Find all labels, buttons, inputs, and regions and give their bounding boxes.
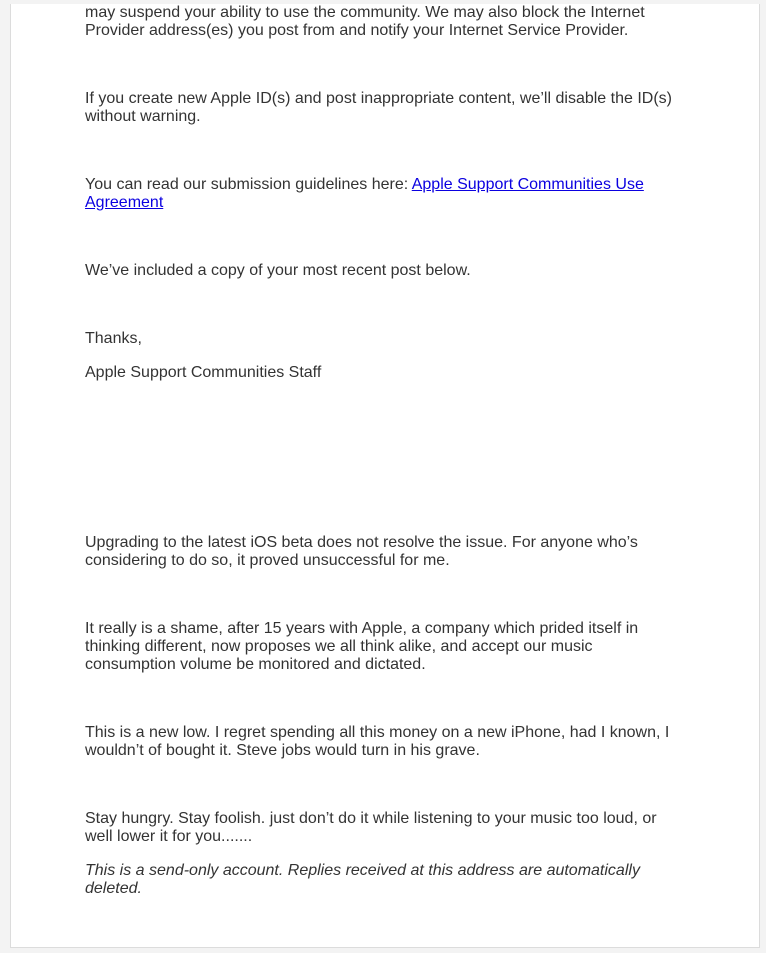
email-message-pane [10,4,760,948]
suspension-notice-paragraph: may suspend your ability to use the community. We may also block the Internet Provider address(es) you post from and notify your Internet Service Provider. [85,4,645,39]
send-only-disclaimer: This is a send-only account. Replies received at this address are automatically deleted. [85,862,640,897]
quoted-post-paragraph-3: This is a new low. I regret spending all this money on a new iPhone, had I known, I wouldn’t of bought it. Steve jobs would turn in his grave. [85,724,670,759]
closing-thanks: Thanks, [85,330,142,347]
quoted-post-paragraph-4: Stay hungry. Stay foolish. just don’t do it while listening to your music too loud, or well lower it for you....... [85,810,657,845]
guidelines-paragraph [85,176,685,212]
guidelines-text: You can read our submission guidelines here: [85,176,412,193]
signature: Apple Support Communities Staff [85,364,322,381]
quoted-post-paragraph-2: It really is a shame, after 15 years with Apple, a company which prided itself in thinking different, now proposes we all think alike, and accept our music consumption volume be monitored and dictated. [85,620,639,673]
use-agreement-link[interactable]: Apple Support Communities Use Agreement [85,176,644,211]
apple-id-warning-paragraph: If you create new Apple ID(s) and post inappropriate content, we’ll disable the ID(s) without warning. [85,90,672,125]
post-copy-intro-paragraph: We’ve included a copy of your most recent post below. [85,262,471,279]
quoted-post-paragraph-1: Upgrading to the latest iOS beta does not resolve the issue. For anyone who’s considering to do so, it proved unsuccessful for me. [85,534,638,569]
